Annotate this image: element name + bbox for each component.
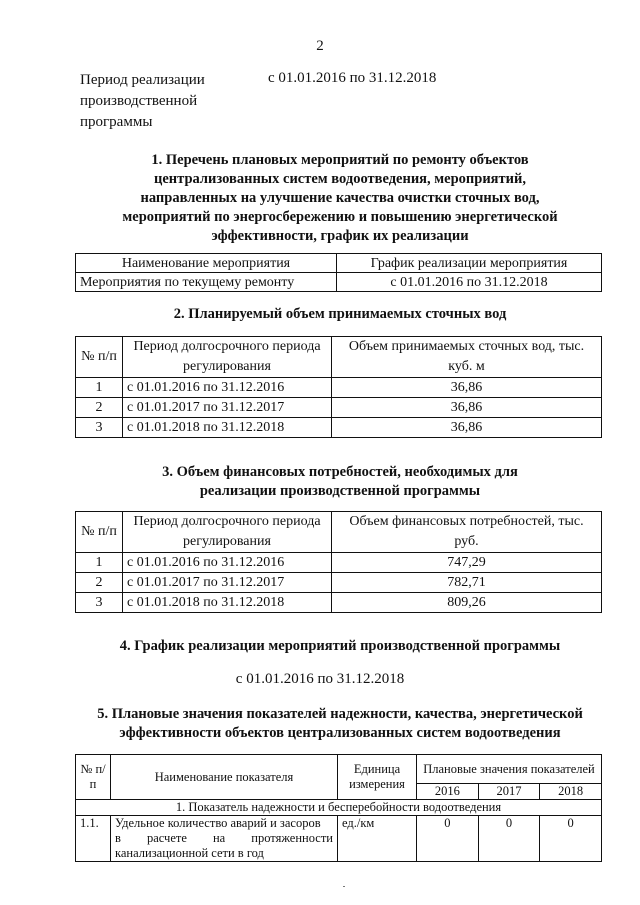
group-row [76,800,602,816]
row-period: с 01.01.2017 по 31.12.2017 [123,398,332,418]
row-num: 3 [76,593,123,613]
section3-title-line: 3. Объем финансовых потребностей, необходимых для [162,464,518,480]
header-year: 2017 [478,784,540,800]
wastewater-volume-table [75,336,602,438]
header-num: № п/п [76,755,111,800]
row-period: с 01.01.2018 по 31.12.2018 [123,418,332,438]
row-value-2018: 0 [540,816,602,862]
indicator-name-line: Удельное количество аварий и засоров [115,816,321,830]
section3-title-line: реализации производственной программы [199,483,481,499]
row-period: с 01.01.2017 по 31.12.2017 [123,573,332,593]
row-num: 1 [76,553,123,573]
header-year: 2016 [417,784,479,800]
activity-name-cell: Мероприятия по текущему ремонту [76,273,337,292]
period-label-line: Период реализации [80,72,205,88]
row-value: 36,86 [332,398,602,418]
row-value: 36,86 [332,418,602,438]
header-indicator-name: Наименование показателя [111,755,338,800]
row-value: 809,26 [332,593,602,613]
indicators-table [75,754,602,862]
row-unit: ед./км [338,816,417,862]
header-period: Период долгосрочного периода регулирования [123,337,332,378]
activity-schedule-cell: с 01.01.2016 по 31.12.2018 [337,273,602,292]
section1-title-line: мероприятий по энергосбережению и повышению энергетической [122,209,558,225]
section5-title-line: эффективности объектов централизованных систем водоотведения [119,725,561,741]
header-activity-schedule: График реализации мероприятия [337,254,602,273]
row-num: 3 [76,418,123,438]
row-num: 2 [76,398,123,418]
section5-title-line: 5. Плановые значения показателей надежности, качества, энергетической [97,706,583,722]
row-period: с 01.01.2016 по 31.12.2016 [123,553,332,573]
period-label-line: программы [80,114,153,130]
row-value-2016: 0 [417,816,479,862]
section1-title-line: 1. Перечень плановых мероприятий по ремонту объектов [151,152,529,168]
financial-needs-table [75,511,602,613]
table-header-row [76,254,602,273]
table-row [76,398,602,418]
section1-title [60,151,620,246]
scan-speck [343,886,345,887]
period-label-line: производственной [80,93,198,109]
row-num: 2 [76,573,123,593]
activities-table [75,253,602,292]
period-value: с 01.01.2016 по 31.12.2018 [268,70,437,86]
indicator-name-line: канализационной сети в год [115,846,264,860]
header-year: 2018 [540,784,602,800]
row-value: 782,71 [332,573,602,593]
header-num: № п/п [76,337,123,378]
row-period: с 01.01.2016 по 31.12.2016 [123,378,332,398]
period-label [80,70,240,133]
section4-title: 4. График реализации мероприятий производственной программы [119,638,561,654]
row-period: с 01.01.2018 по 31.12.2018 [123,593,332,613]
table-row [76,378,602,398]
row-value: 747,29 [332,553,602,573]
table-row [76,573,602,593]
section1-title-line: направленных на улучшение качества очистки сточных вод, [140,190,540,206]
table-row [76,593,602,613]
group-title: 1. Показатель надежности и бесперебойности водоотведения [76,800,602,816]
section1-title-line: эффективности, график их реализации [211,228,469,244]
row-value: 36,86 [332,378,602,398]
table-row [76,816,602,862]
row-num: 1.1. [76,816,111,862]
row-value-2017: 0 [478,816,540,862]
table-row [76,273,602,292]
section1-title-line: централизованных систем водоотведения, мероприятий, [154,171,526,187]
table-row [76,418,602,438]
header-volume: Объем принимаемых сточных вод, тыс. куб. м [332,337,602,378]
section2-title: 2. Планируемый объем принимаемых сточных вод [173,306,507,322]
header-finance: Объем финансовых потребностей, тыс. руб. [332,512,602,553]
indicator-name-line: в расчете на протяженности [115,831,333,845]
section5-title [40,705,640,743]
table-header-row [76,512,602,553]
section3-title [60,463,620,501]
page-number: 2 [316,38,324,54]
section4-period: с 01.01.2016 по 31.12.2018 [235,671,405,687]
header-period: Период долгосрочного периода регулирования [123,512,332,553]
header-unit: Единица измерения [338,755,417,800]
header-num: № п/п [76,512,123,553]
row-indicator-name [111,816,338,862]
row-num: 1 [76,378,123,398]
header-planned-values: Плановые значения показателей [417,755,602,784]
table-header-row [76,337,602,378]
table-row [76,553,602,573]
header-activity-name: Наименование мероприятия [76,254,337,273]
table-header-row [76,755,602,784]
